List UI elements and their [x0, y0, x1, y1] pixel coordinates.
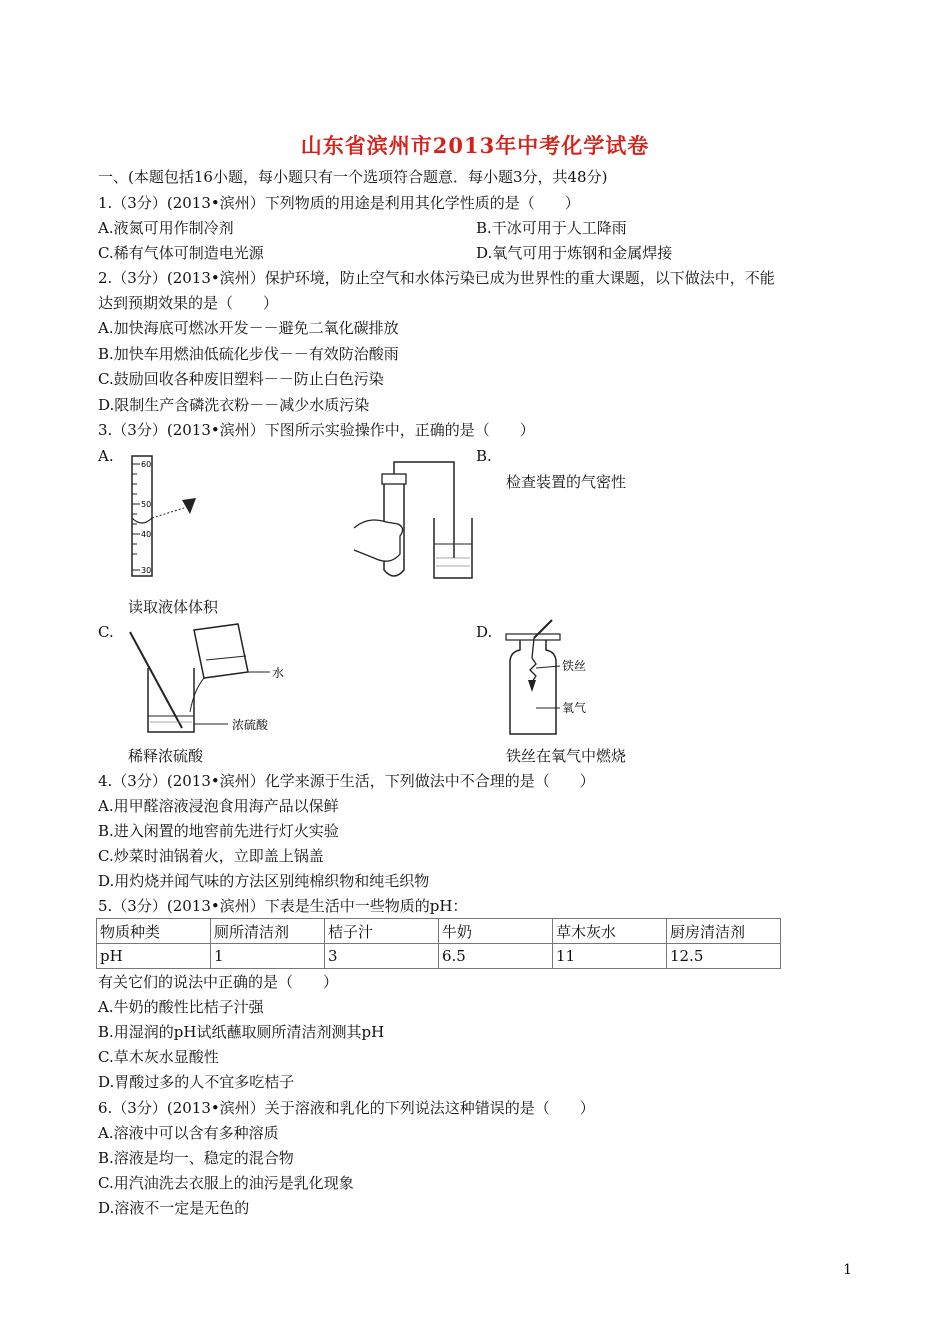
table-cell: 厨房清洁剂: [667, 919, 781, 944]
q1-stem: 1.（3分）(2013•滨州）下列物质的用途是利用其化学性质的是（ ）: [98, 194, 580, 212]
table-cell: 桔子汁: [325, 919, 439, 944]
table-cell: 厕所清洁剂: [211, 919, 325, 944]
tick-label-60: 60: [141, 460, 152, 469]
table-cell: 11: [553, 944, 667, 969]
q4-option-a: A.用甲醛溶液浸泡食用海产品以保鲜: [98, 797, 339, 815]
q5-option-d: D.胃酸过多的人不宜多吃桔子: [98, 1073, 295, 1091]
table-cell: 3: [325, 944, 439, 969]
stopper: [382, 474, 406, 484]
q1-option-a: A.液氮可用作制冷剂: [98, 219, 234, 237]
q2-option-d: D.限制生产含磷洗衣粉－－减少水质污染: [98, 396, 370, 414]
q6-option-b: B.溶液是均一、稳定的混合物: [98, 1149, 294, 1167]
q2-stem-line2: 达到预期效果的是（ ）: [98, 294, 279, 312]
q3-label-c: C.: [98, 623, 114, 641]
q3-label-b: B.: [476, 447, 492, 465]
table-cell: 草木灰水: [553, 919, 667, 944]
label-water: 水: [272, 666, 285, 680]
q6-option-d: D.溶液不一定是无色的: [98, 1199, 250, 1217]
q3-caption-b: 检查装置的气密性: [506, 473, 627, 491]
q5-option-c: C.草木灰水显酸性: [98, 1048, 219, 1066]
q4-option-b: B.进入闲置的地窖前先进行灯火实验: [98, 822, 339, 840]
iron-wire: [530, 638, 536, 682]
q3-caption-a: 读取液体体积: [128, 598, 219, 616]
table-cell: 6.5: [439, 944, 553, 969]
tick-label-40: 40: [141, 530, 152, 539]
q1-option-d: D.氧气可用于炼钢和金属焊接: [476, 244, 673, 262]
table-cell: 12.5: [667, 944, 781, 969]
q2-option-a: A.加快海底可燃冰开发－－避免二氧化碳排放: [98, 319, 399, 337]
q5-option-a: A.牛奶的酸性比桔子汁强: [98, 998, 264, 1016]
table-cell: 物质种类: [97, 919, 211, 944]
beaker: [434, 518, 472, 578]
tick-label-50: 50: [141, 500, 152, 509]
iron-burning-figure: [496, 618, 606, 740]
q3-caption-c: 稀释浓硫酸: [128, 747, 204, 765]
flame-icon: [528, 680, 536, 692]
q2-option-c: C.鼓励回收各种废旧塑料－－防止白色污染: [98, 370, 384, 388]
q3-caption-d: 铁丝在氧气中燃烧: [506, 747, 627, 765]
airtightness-figure: [350, 458, 490, 584]
q3-label-a: A.: [98, 447, 114, 465]
q4-stem: 4.（3分）(2013•滨州）化学来源于生活，下列做法中不合理的是（ ）: [98, 772, 595, 790]
q5-option-b: B.用湿润的pH试纸蘸取厕所清洁剂测其pH: [98, 1023, 385, 1041]
table-row-header: [97, 919, 781, 944]
ph-table: [96, 918, 781, 969]
q5-after-table: 有关它们的说法中正确的是（ ）: [98, 973, 339, 991]
q3-stem: 3.（3分）(2013•滨州）下图所示实验操作中，正确的是（ ）: [98, 421, 535, 439]
q2-stem-line1: 2.（3分）(2013•滨州）保护环境，防止空气和水体污染已成为世界性的重大课题，以下做法中，不能: [98, 269, 775, 287]
page-title: 山东省滨州市2013年中考化学试卷: [300, 133, 650, 158]
table-cell: 1: [211, 944, 325, 969]
page-number: 1: [843, 1262, 852, 1278]
glass-plate: [506, 634, 560, 640]
dilute-acid-figure: [124, 620, 304, 740]
q6-option-a: A.溶液中可以含有多种溶质: [98, 1124, 279, 1142]
label-conc-acid: 浓硫酸: [232, 718, 269, 732]
section-header: 一、(本题包括16小题，每小题只有一个选项符合题意．每小题3分，共48分): [98, 168, 608, 186]
table-cell: pH: [97, 944, 211, 969]
q6-option-c: C.用汽油洗去衣服上的油污是乳化现象: [98, 1174, 354, 1192]
q2-option-b: B.加快车用燃油低硫化步伐－－有效防治酸雨: [98, 345, 399, 363]
label-iron-wire: 铁丝: [562, 659, 587, 673]
table-cell: 牛奶: [439, 919, 553, 944]
q3-label-d: D.: [476, 623, 493, 641]
q1-option-b: B.干冰可用于人工降雨: [476, 219, 627, 237]
hand: [354, 520, 403, 561]
sight-line: [152, 508, 184, 518]
q5-stem: 5.（3分）(2013•滨州）下表是生活中一些物质的pH：: [98, 897, 468, 915]
q4-option-c: C.炒菜时油锅着火，立即盖上锅盖: [98, 847, 324, 865]
q1-option-c: C.稀有气体可制造电光源: [98, 244, 264, 262]
glass-rod: [130, 632, 182, 728]
label-oxygen: 氧气: [562, 701, 587, 715]
q4-option-d: D.用灼烧并闻气味的方法区别纯棉织物和纯毛织物: [98, 872, 430, 890]
meniscus: [132, 518, 152, 523]
pouring-beaker: [194, 624, 248, 678]
q6-stem: 6.（3分）(2013•滨州）关于溶液和乳化的下列说法这种错误的是（ ）: [98, 1099, 595, 1117]
table-row: [97, 944, 781, 969]
eye-icon: [182, 498, 196, 514]
cylinder-reading-figure: [120, 452, 230, 580]
tick-label-30: 30: [141, 566, 152, 575]
